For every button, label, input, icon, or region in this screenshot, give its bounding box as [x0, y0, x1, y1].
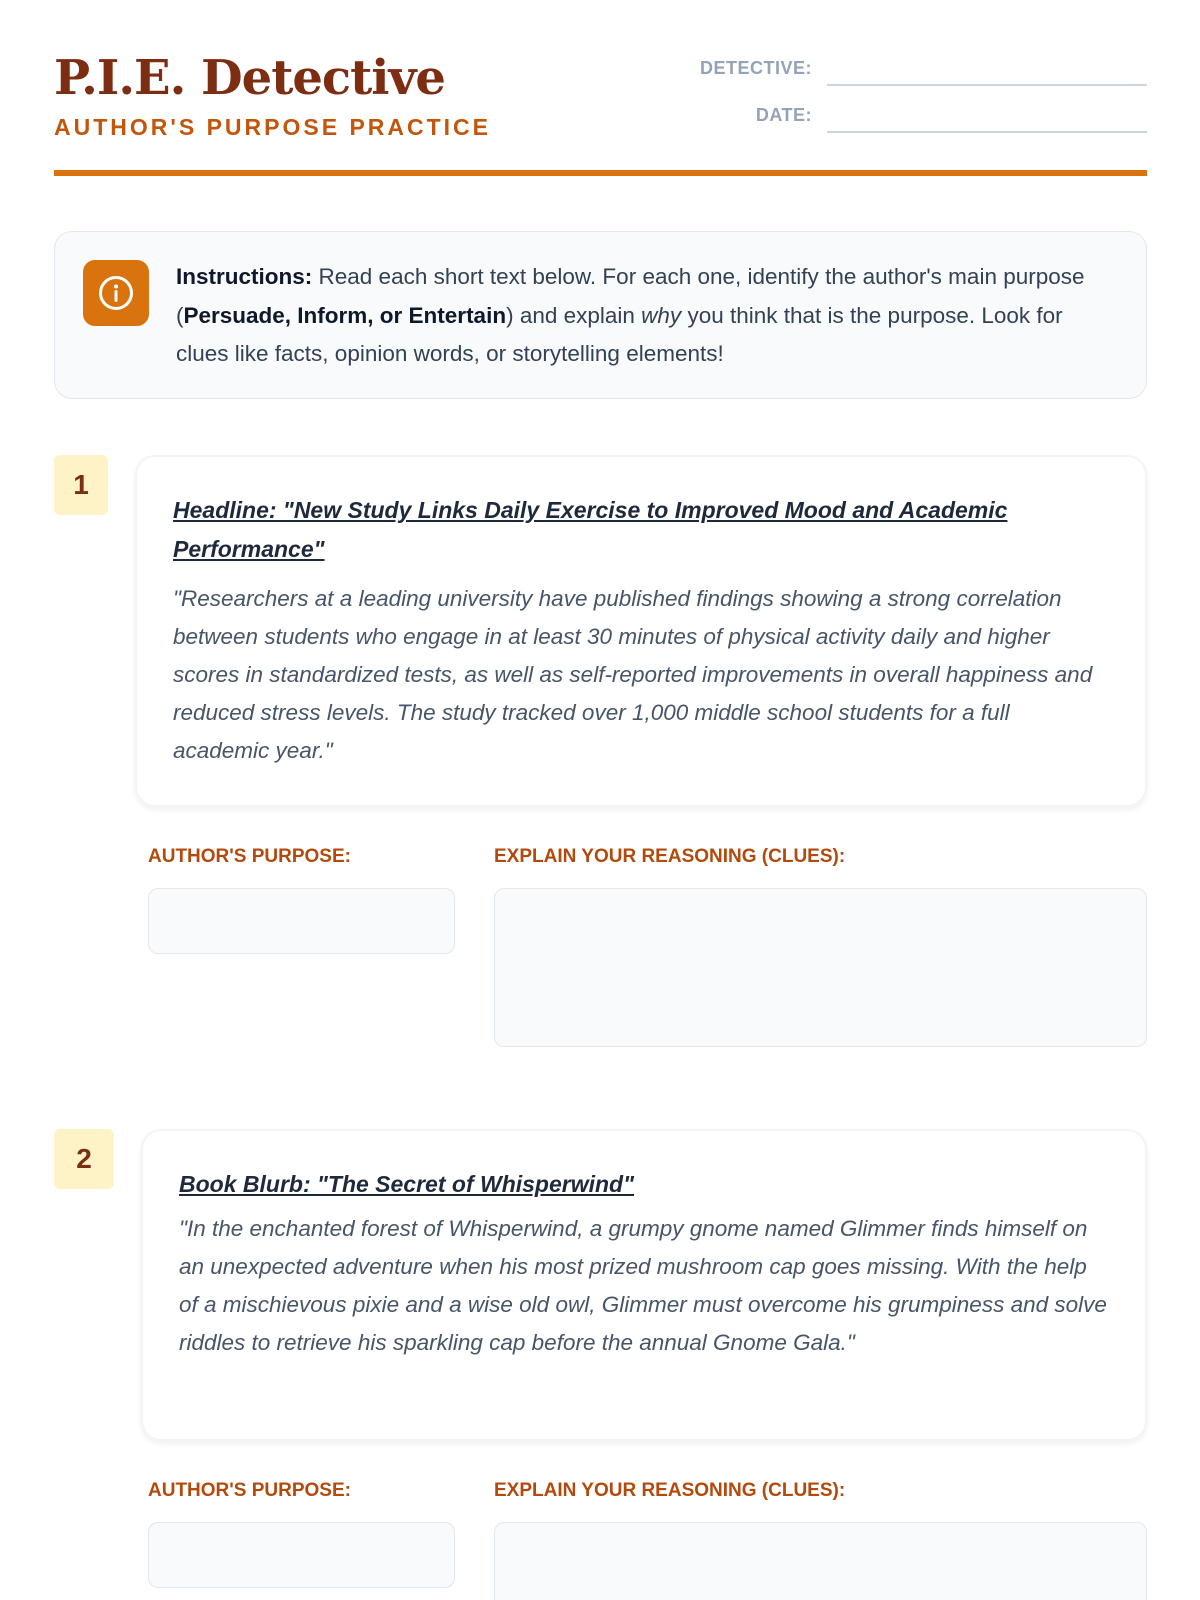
instructions-emphasis: why [641, 302, 682, 328]
reasoning-label: EXPLAIN YOUR REASONING (CLUES): [494, 846, 846, 867]
date-field[interactable] [827, 103, 1147, 133]
passage-title: Headline: "New Study Links Daily Exercise to Improved Mood and Academic Performance" [173, 497, 1008, 562]
purpose-options: Persuade, Inform, or Entertain [183, 302, 507, 328]
text-passage-card [135, 455, 1147, 807]
passage-title: Book Blurb: "The Secret of Whisperwind" [179, 1171, 635, 1197]
passage-text: "Researchers at a leading university have published findings showing a strong correlation between students who engage in at least 30 minutes of physical activity daily and higher scores in standardized tests, as well as self-reported improvements in overall happiness and reduced stress levels. The study tracked over 1,000 middle school students for a full academic year." [173, 586, 1093, 763]
info-icon [83, 260, 149, 326]
detective-row [687, 56, 1147, 84]
reasoning-label: EXPLAIN YOUR REASONING (CLUES): [494, 1480, 846, 1501]
instructions-lead: Instructions: [176, 264, 313, 289]
purpose-label: AUTHOR'S PURPOSE: [148, 846, 351, 867]
instructions-panel [54, 231, 1147, 399]
purpose-answer-field[interactable] [148, 1522, 455, 1588]
detective-label: DETECTIVE: [699, 58, 812, 78]
instructions-text-part: Read each short text below. For each one, identify the author's main purpose ( [176, 264, 1085, 328]
purpose-answer-field[interactable] [148, 888, 455, 954]
reasoning-answer-field[interactable] [494, 1522, 1147, 1600]
page-subtitle: AUTHOR'S PURPOSE PRACTICE [54, 114, 492, 140]
instructions-text-part: ) and explain [506, 302, 642, 328]
item-number: 1 [54, 455, 108, 515]
passage-text: "In the enchanted forest of Whisperwind, a grumpy gnome named Glimmer finds himself on an unexpected adventure when his most prized mushroom cap goes missing. With the help of a mischievous pixie and a wise old owl, Glimmer must overcome his grumpiness and solve riddles to retrieve his sparkling cap before the annual Gnome Gala." [179, 1215, 1107, 1355]
page-title: P.I.E. Detective [54, 50, 445, 106]
detective-name-field[interactable] [827, 56, 1147, 86]
date-label: DATE: [755, 105, 812, 125]
date-row [687, 103, 1147, 131]
purpose-label: AUTHOR'S PURPOSE: [148, 1480, 351, 1501]
header-divider [54, 170, 1147, 176]
text-passage-card [141, 1129, 1147, 1441]
worksheet [54, 0, 1147, 1600]
instructions-text-part: you think that is the purpose. Look for clues like facts, opinion words, or storytelling elements! [176, 302, 1063, 366]
reasoning-answer-field[interactable] [494, 888, 1147, 1047]
item-number: 2 [54, 1129, 114, 1189]
instructions-text [176, 258, 1096, 374]
